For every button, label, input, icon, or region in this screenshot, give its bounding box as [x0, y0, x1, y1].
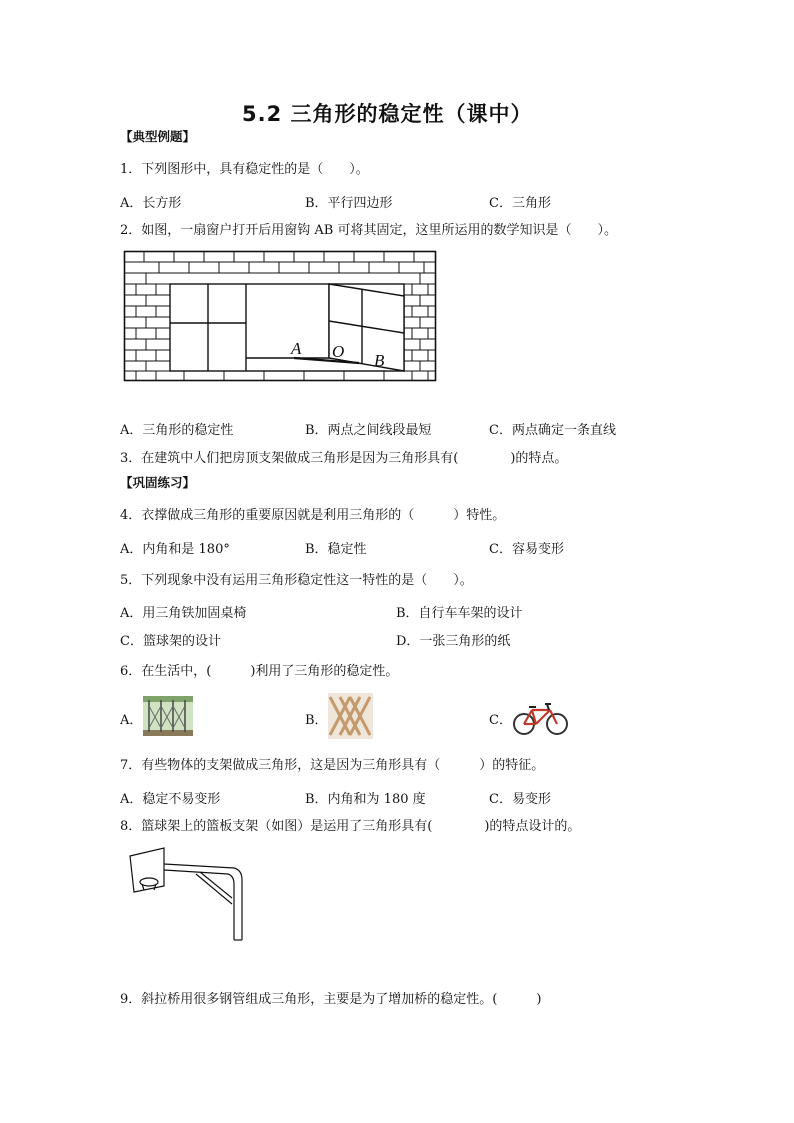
- q1-option-a[interactable]: A．长方形: [120, 196, 182, 211]
- lattice-gate-icon: [328, 693, 373, 739]
- q7-option-c[interactable]: C．易变形: [489, 792, 551, 807]
- basketball-stand-figure: [128, 844, 246, 944]
- q5-option-b[interactable]: B．自行车车架的设计: [396, 606, 523, 621]
- question-2: 2．如图，一扇窗户打开后用窗钩 AB 可将其固定，这里所运用的数学知识是（ ）。: [120, 223, 617, 238]
- q4-option-c[interactable]: C．容易变形: [489, 542, 564, 557]
- q6-option-a[interactable]: A．: [120, 713, 143, 728]
- q2-option-b[interactable]: B．两点之间线段最短: [305, 423, 432, 438]
- section-heading-practice: 【巩固练习】: [120, 475, 196, 490]
- q4-option-b[interactable]: B．稳定性: [305, 542, 367, 557]
- question-5: 5．下列现象中没有运用三角形稳定性这一特性的是（ ）。: [120, 573, 473, 588]
- question-7: 7．有些物体的支架做成三角形，这是因为三角形具有（ ）的特征。: [120, 758, 545, 773]
- question-9: 9．斜拉桥用很多钢管组成三角形，主要是为了增加桥的稳定性。( ): [120, 992, 542, 1007]
- point-label-a: A: [291, 339, 302, 358]
- question-6: 6．在生活中，( )利用了三角形的稳定性。: [120, 664, 399, 679]
- question-4: 4．衣撑做成三角形的重要原因就是利用三角形的（ ）特性。: [120, 508, 506, 523]
- q6-option-b[interactable]: B．: [305, 713, 328, 728]
- q7-option-a[interactable]: A．稳定不易变形: [120, 792, 221, 807]
- q7-option-b[interactable]: B．内角和为 180 度: [305, 792, 426, 807]
- q6-option-c[interactable]: C．: [489, 713, 512, 728]
- q4-option-a[interactable]: A．内角和是 180°: [120, 542, 230, 557]
- q5-option-d[interactable]: D．一张三角形的纸: [396, 634, 511, 649]
- point-label-o: O: [332, 342, 345, 361]
- q1-option-b[interactable]: B．平行四边形: [305, 196, 393, 211]
- q2-option-a[interactable]: A．三角形的稳定性: [120, 423, 234, 438]
- point-label-b: B: [374, 351, 385, 370]
- question-8: 8．篮球架上的篮板支架（如图）是运用了三角形具有( )的特点设计的。: [120, 819, 581, 834]
- q5-option-a[interactable]: A．用三角铁加固桌椅: [120, 606, 247, 621]
- q2-option-c[interactable]: C．两点确定一条直线: [489, 423, 616, 438]
- section-heading-examples: 【典型例题】: [120, 129, 196, 144]
- bicycle-icon: [512, 700, 569, 736]
- q5-option-c[interactable]: C．篮球架的设计: [120, 634, 221, 649]
- q1-option-c[interactable]: C．三角形: [489, 196, 551, 211]
- question-3: 3．在建筑中人们把房顶支架做成三角形是因为三角形具有( )的特点。: [120, 451, 568, 466]
- fence-icon: [143, 696, 193, 736]
- question-1: 1．下列图形中，具有稳定性的是（ ）。: [120, 162, 369, 177]
- window-brick-wall-figure: [124, 251, 436, 381]
- page-title: 5.2 三角形的稳定性（课中）: [242, 102, 533, 126]
